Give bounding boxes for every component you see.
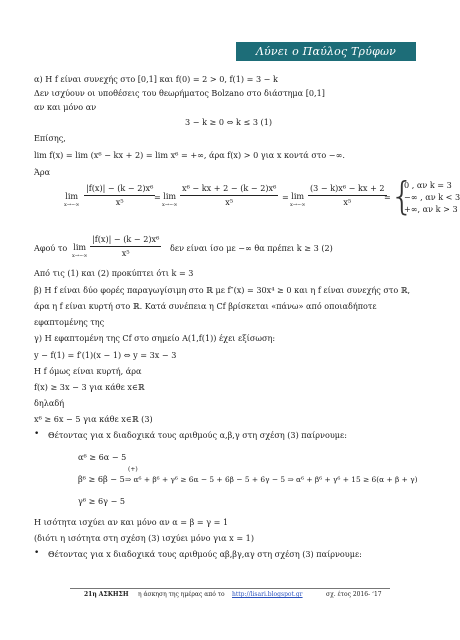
footer-school-year: σχ. έτος 2016- ‘17 xyxy=(326,591,382,598)
part-b-line-3: εφαπτομένης της xyxy=(34,317,105,327)
bullet-icon: • xyxy=(34,548,40,558)
equals-sign: = xyxy=(282,192,289,202)
part-c-line-5: δηλαδή xyxy=(34,398,65,408)
limit-fraction-2: $\frac{\text{x⁶ − kx + 2 − (k − 2)x⁶}}{\text{x⁵}}$ xyxy=(182,183,277,207)
part-b-line-1: β) Η f είναι δύο φορές παραγωγίσιμη στο ℝ με f″(x) = 30x⁴ ≥ 0 και η f είναι συνεχής στο ℝ, xyxy=(34,285,411,295)
part-a-conclusion: Από τις (1) και (2) προκύπτει ότι k = 3 xyxy=(34,268,194,278)
inequality-3: x⁶ ≥ 6x − 5 για κάθε x∈ℝ (3) xyxy=(34,414,153,424)
part-a-line-8-end: δεν είναι ίσο με −∞ θα πρέπει k ≥ 3 (2) xyxy=(170,243,333,253)
substitution-line-2: Θέτοντας για x διαδοχικά τους αριθμούς αβ,βγ,αγ στη σχέση (3) παίρνουμε: xyxy=(48,549,362,559)
equals-sign: = xyxy=(154,192,161,202)
system-row-beta: β⁶ ≥ 6β − 5 xyxy=(78,474,125,484)
part-a-line-8-start: Αφού το xyxy=(34,243,68,253)
cases-brace: { xyxy=(390,174,415,218)
footer-blog-link[interactable]: http://lisari.blogspot.gr xyxy=(232,591,303,598)
lim-operator-3: lim x→−∞ xyxy=(290,191,306,208)
limit-statement: lim f(x) = lim (x⁶ − kx + 2) = lim x⁶ = +∞, άρα f(x) > 0 για x κοντά στο −∞. xyxy=(34,150,345,160)
lim-operator-4: lim x→−∞ xyxy=(72,242,88,259)
system-row-gamma: γ⁶ ≥ 6γ − 5 xyxy=(78,496,126,506)
part-a-line-1: α) Η f είναι συνεχής στο [0,1] και f(0) = 2 > 0, f(1) = 3 − k xyxy=(34,74,278,84)
part-b-line-2: άρα η f είναι κυρτή στο ℝ. Κατά συνέπεια η Cf βρίσκεται «πάνω» από οποιαδήποτε xyxy=(34,301,377,311)
part-a-line-5: Επίσης, xyxy=(34,133,66,143)
part-a-line-2: Δεν ισχύουν οι υποθέσεις του θεωρήματος Bolzano στο διάστημα [0,1] xyxy=(34,88,325,98)
equality-condition: Η ισότητα ισχύει αν και μόνο αν α = β = γ = 1 xyxy=(34,517,229,527)
part-a-line-7: Άρα xyxy=(34,167,51,177)
equals-sign: = xyxy=(384,192,391,202)
inequality-1: 3 − k ≥ 0 ⇔ k ≤ 3 (1) xyxy=(185,117,273,127)
case-k-less-3: −∞ , αν k < 3 xyxy=(404,192,460,202)
case-k-greater-3: +∞, αν k > 3 xyxy=(404,204,458,214)
bullet-icon: • xyxy=(34,429,40,439)
part-a-line-3: αν και μόνο αν xyxy=(34,102,97,112)
system-row-alpha: α⁶ ≥ 6α − 5 xyxy=(78,452,127,462)
tangent-equation: y − f(1) = f′(1)(x − 1) ⇔ y = 3x − 3 xyxy=(34,350,177,360)
footer-source-text: η άσκηση της ημέρας από το xyxy=(138,591,225,598)
footer-divider xyxy=(70,588,390,589)
substitution-line-1: Θέτοντας για x διαδοχικά τους αριθμούς α,β,γ στη σχέση (3) παίρνουμε: xyxy=(48,430,347,440)
part-c-line-1: γ) Η εφαπτομένη της Cf στο σημείο A(1,f(1)) έχει εξίσωση: xyxy=(34,333,276,343)
equality-reason: (διότι η ισότητα στη σχέση (3) ισχύει μόνο για x = 1) xyxy=(34,533,254,543)
page-header-title: Λύνει ο Παύλος Τρύφων xyxy=(236,42,416,61)
lim-operator-2: lim x→−∞ xyxy=(162,191,178,208)
sum-operator-label: (+) xyxy=(128,466,138,473)
footer-exercise-number: 21η ΑΣΚΗΣΗ xyxy=(84,591,129,598)
limit-fraction-3: $\frac{\text{(3 − k)x⁶ − kx + 2}}{\text{x⁵}}$ xyxy=(310,183,385,207)
convexity-inequality: f(x) ≥ 3x − 3 για κάθε x∈ℝ xyxy=(34,382,145,392)
sum-result: ⇒ α⁶ + β⁶ + γ⁶ ≥ 6α − 5 + 6β − 5 + 6γ − 5 ⇒ α⁶ + β⁶ + γ⁶ + 15 ≥ 6(α + β + γ) xyxy=(125,475,418,484)
limit-fraction-1: $\frac{\text{|f(x)| − (k − 2)x⁶}}{\text{x⁵}}$ xyxy=(86,183,154,207)
case-k-equals-3: 0 , αν k = 3 xyxy=(404,180,452,190)
part-c-line-3: Η f όμως είναι κυρτή, άρα xyxy=(34,366,142,376)
lim-operator-1: lim x→−∞ xyxy=(64,191,80,208)
limit-fraction-4: $\frac{\text{|f(x)| − (k − 2)x⁶}}{\text{x⁵}}$ xyxy=(92,234,160,258)
